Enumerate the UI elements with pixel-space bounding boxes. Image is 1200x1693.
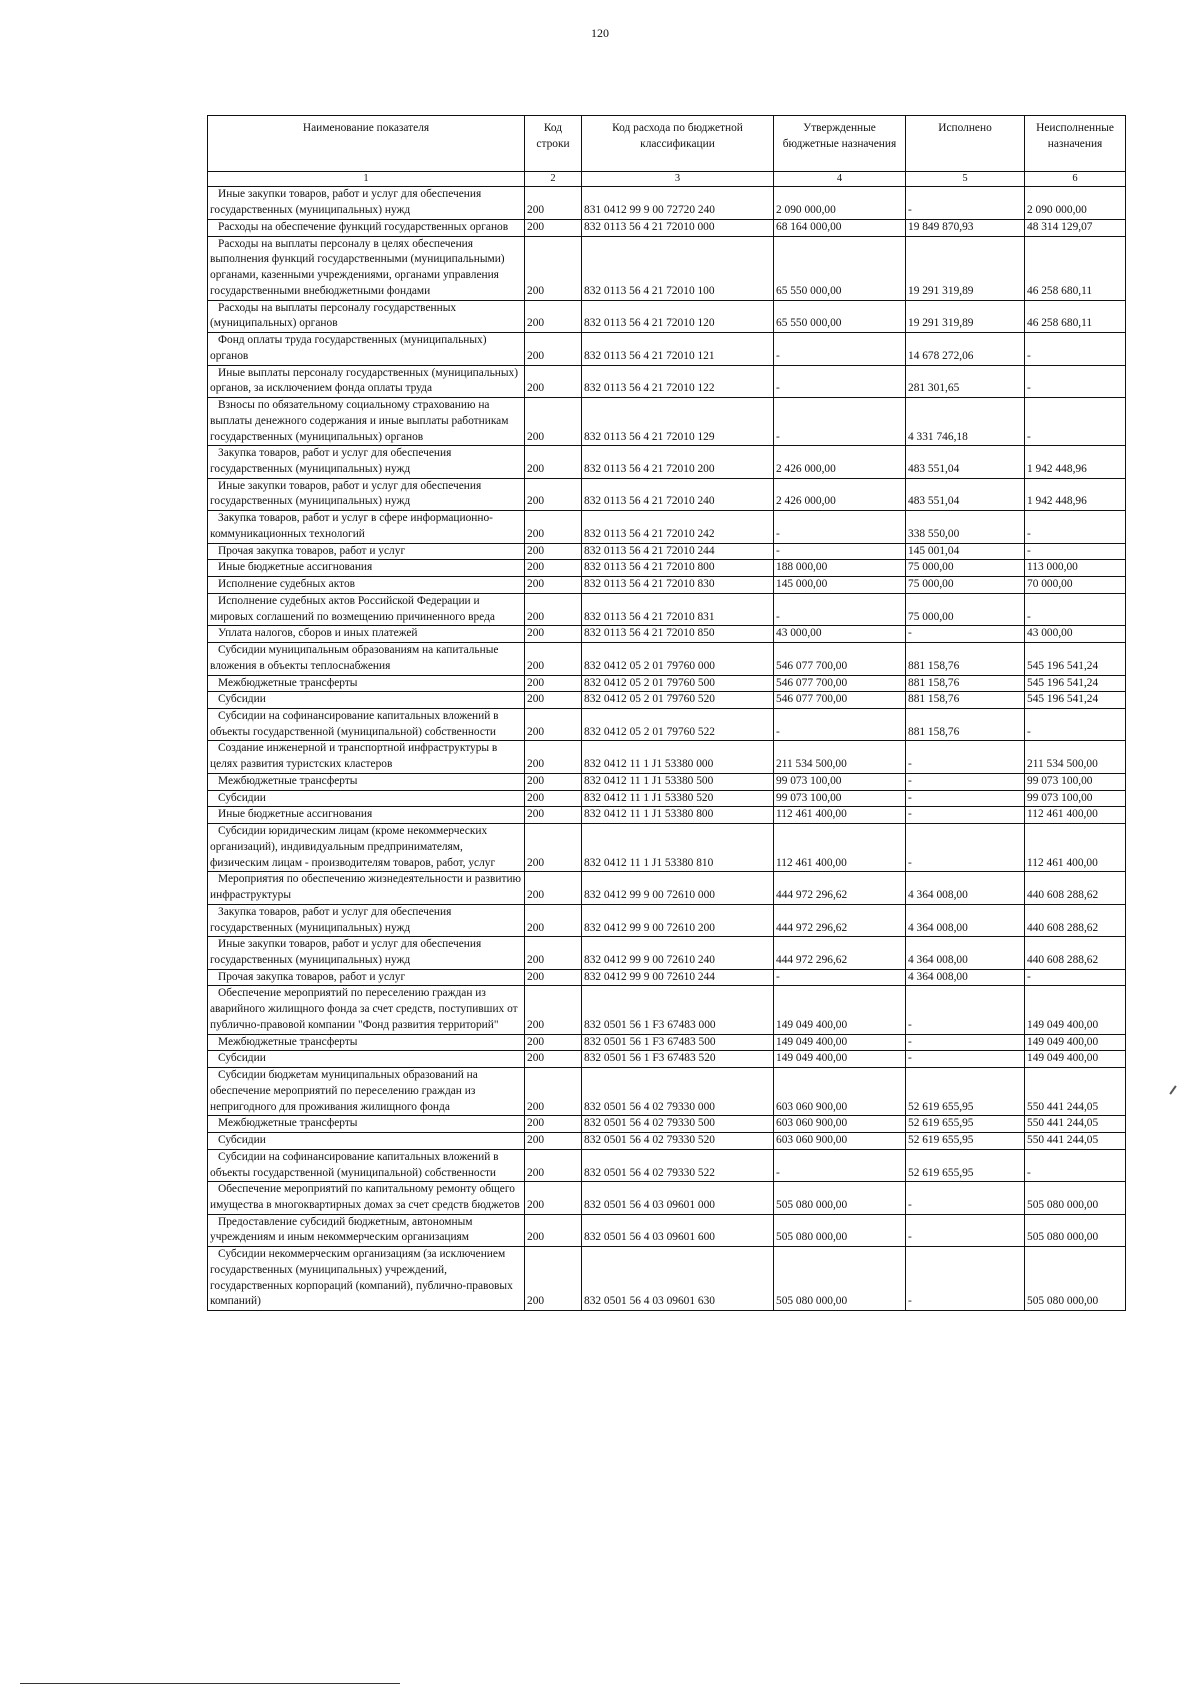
- row-budget-code: 832 0412 05 2 01 79760 000: [582, 643, 774, 675]
- row-budget-code: 832 0113 56 4 21 72010 122: [582, 365, 774, 397]
- row-approved: 149 049 400,00: [774, 1051, 906, 1068]
- row-budget-code: 832 0113 56 4 21 72010 850: [582, 626, 774, 643]
- row-line-code: 200: [525, 593, 582, 625]
- row-executed: 14 678 272,06: [906, 333, 1025, 365]
- table-row: [208, 478, 1126, 510]
- row-name: Исполнение судебных актов Российской Федерации и мировых соглашений по возмещению причиненного вреда: [208, 593, 525, 625]
- table-row: [208, 807, 1126, 824]
- row-line-code: 200: [525, 543, 582, 560]
- row-approved: 505 080 000,00: [774, 1247, 906, 1311]
- row-line-code: 200: [525, 773, 582, 790]
- row-executed: 881 158,76: [906, 692, 1025, 709]
- row-line-code: 200: [525, 1214, 582, 1246]
- table-row: [208, 1149, 1126, 1181]
- column-number: 2: [525, 172, 582, 187]
- row-executed: 75 000,00: [906, 560, 1025, 577]
- table-row: [208, 593, 1126, 625]
- row-approved: 112 461 400,00: [774, 824, 906, 872]
- row-budget-code: 832 0501 56 4 02 79330 000: [582, 1068, 774, 1116]
- row-line-code: 200: [525, 986, 582, 1034]
- table-row: [208, 626, 1126, 643]
- row-name: Субсидии на софинансирование капитальных вложений в объекты государственной (муниципальной) собственности: [208, 708, 525, 740]
- row-line-code: 200: [525, 1068, 582, 1116]
- row-executed: 881 158,76: [906, 708, 1025, 740]
- row-unexecuted: 550 441 244,05: [1025, 1116, 1126, 1133]
- row-name: Иные выплаты персоналу государственных (муниципальных) органов, за исключением фонда оплаты труда: [208, 365, 525, 397]
- row-executed: 4 364 008,00: [906, 904, 1025, 936]
- row-approved: 99 073 100,00: [774, 790, 906, 807]
- row-unexecuted: 46 258 680,11: [1025, 300, 1126, 332]
- row-budget-code: 832 0412 11 1 J1 53380 500: [582, 773, 774, 790]
- row-approved: 149 049 400,00: [774, 1034, 906, 1051]
- row-executed: 281 301,65: [906, 365, 1025, 397]
- row-name: Субсидии: [208, 692, 525, 709]
- row-budget-code: 832 0501 56 4 03 09601 000: [582, 1182, 774, 1214]
- row-line-code: 200: [525, 1182, 582, 1214]
- row-name: Обеспечение мероприятий по переселению граждан из аварийного жилищного фонда за счет средств, поступивших от публично-правовой компании "Фонд развития территорий": [208, 986, 525, 1034]
- table-row: [208, 790, 1126, 807]
- row-unexecuted: 99 073 100,00: [1025, 773, 1126, 790]
- row-executed: 483 551,04: [906, 478, 1025, 510]
- table-row: [208, 1051, 1126, 1068]
- row-name: Субсидии некоммерческим организациям (за исключением государственных (муниципальных) учреждений, государственных корпораций (компаний), публично-правовых компаний): [208, 1247, 525, 1311]
- scan-mark: [1169, 1085, 1176, 1094]
- row-unexecuted: 550 441 244,05: [1025, 1133, 1126, 1150]
- row-line-code: 200: [525, 300, 582, 332]
- row-approved: -: [774, 1149, 906, 1181]
- row-budget-code: 832 0501 56 4 02 79330 500: [582, 1116, 774, 1133]
- row-name: Предоставление субсидий бюджетным, автономным учреждениям и иным некоммерческим организациям: [208, 1214, 525, 1246]
- row-name: Субсидии юридическим лицам (кроме некоммерческих организаций), индивидуальным предпринимателям, физическим лицам - производителям товаров, работ, услуг: [208, 824, 525, 872]
- table-body: [208, 187, 1126, 1311]
- table-row: [208, 675, 1126, 692]
- table-row: [208, 577, 1126, 594]
- row-unexecuted: 43 000,00: [1025, 626, 1126, 643]
- row-unexecuted: -: [1025, 398, 1126, 446]
- table-row: [208, 1068, 1126, 1116]
- row-executed: 881 158,76: [906, 675, 1025, 692]
- row-name: Расходы на обеспечение функций государственных органов: [208, 219, 525, 236]
- row-executed: 4 364 008,00: [906, 937, 1025, 969]
- row-unexecuted: 550 441 244,05: [1025, 1068, 1126, 1116]
- row-line-code: 200: [525, 1034, 582, 1051]
- table-row: [208, 300, 1126, 332]
- table-row: [208, 741, 1126, 773]
- row-budget-code: 832 0113 56 4 21 72010 240: [582, 478, 774, 510]
- row-unexecuted: 505 080 000,00: [1025, 1214, 1126, 1246]
- row-approved: -: [774, 511, 906, 543]
- row-name: Расходы на выплаты персоналу в целях обеспечения выполнения функций государственными (муниципальными) органами, казенными учреждениями, органами управления государственными внебюджетными фондами: [208, 236, 525, 300]
- row-line-code: 200: [525, 187, 582, 219]
- row-budget-code: 832 0501 56 4 02 79330 522: [582, 1149, 774, 1181]
- header-unexecuted: Неисполненные назначения: [1025, 116, 1126, 172]
- row-budget-code: 832 0501 56 4 03 09601 630: [582, 1247, 774, 1311]
- row-line-code: 200: [525, 708, 582, 740]
- row-approved: 149 049 400,00: [774, 986, 906, 1034]
- row-name: Иные закупки товаров, работ и услуг для обеспечения государственных (муниципальных) нужд: [208, 937, 525, 969]
- row-name: Закупка товаров, работ и услуг в сфере информационно-коммуникационных технологий: [208, 511, 525, 543]
- row-budget-code: 832 0113 56 4 21 72010 244: [582, 543, 774, 560]
- header-approved: Утвержденные бюджетные назначения: [774, 116, 906, 172]
- row-approved: 444 972 296,62: [774, 872, 906, 904]
- row-name: Субсидии: [208, 1051, 525, 1068]
- row-budget-code: 832 0501 56 4 03 09601 600: [582, 1214, 774, 1246]
- row-approved: -: [774, 593, 906, 625]
- row-name: Закупка товаров, работ и услуг для обеспечения государственных (муниципальных) нужд: [208, 904, 525, 936]
- row-executed: 4 364 008,00: [906, 872, 1025, 904]
- row-approved: 603 060 900,00: [774, 1068, 906, 1116]
- row-line-code: 200: [525, 969, 582, 986]
- row-unexecuted: 2 090 000,00: [1025, 187, 1126, 219]
- row-executed: -: [906, 1182, 1025, 1214]
- row-executed: -: [906, 1214, 1025, 1246]
- row-approved: -: [774, 333, 906, 365]
- header-budget-code: Код расхода по бюджетной классификации: [582, 116, 774, 172]
- row-unexecuted: 112 461 400,00: [1025, 807, 1126, 824]
- row-executed: 4 364 008,00: [906, 969, 1025, 986]
- row-name: Взносы по обязательному социальному страхованию на выплаты денежного содержания и иные выплаты работникам государственных (муниципальных) органов: [208, 398, 525, 446]
- row-name: Обеспечение мероприятий по капитальному ремонту общего имущества в многоквартирных домах за счет средств бюджетов: [208, 1182, 525, 1214]
- row-budget-code: 832 0501 56 4 02 79330 520: [582, 1133, 774, 1150]
- row-name: Межбюджетные трансферты: [208, 773, 525, 790]
- row-line-code: 200: [525, 1247, 582, 1311]
- row-unexecuted: 113 000,00: [1025, 560, 1126, 577]
- row-approved: -: [774, 543, 906, 560]
- row-executed: -: [906, 807, 1025, 824]
- column-number: 4: [774, 172, 906, 187]
- row-budget-code: 832 0113 56 4 21 72010 200: [582, 446, 774, 478]
- table-row: [208, 1116, 1126, 1133]
- row-unexecuted: -: [1025, 593, 1126, 625]
- row-name: Закупка товаров, работ и услуг для обеспечения государственных (муниципальных) нужд: [208, 446, 525, 478]
- row-approved: -: [774, 398, 906, 446]
- table-row: [208, 543, 1126, 560]
- row-unexecuted: 48 314 129,07: [1025, 219, 1126, 236]
- row-unexecuted: 70 000,00: [1025, 577, 1126, 594]
- header-executed: Исполнено: [906, 116, 1025, 172]
- row-line-code: 200: [525, 1051, 582, 1068]
- row-budget-code: 832 0412 05 2 01 79760 500: [582, 675, 774, 692]
- header-row: [208, 116, 1126, 172]
- budget-execution-table: [207, 115, 1126, 1311]
- row-budget-code: 832 0113 56 4 21 72010 000: [582, 219, 774, 236]
- table-row: [208, 969, 1126, 986]
- row-unexecuted: 440 608 288,62: [1025, 872, 1126, 904]
- row-line-code: 200: [525, 692, 582, 709]
- row-approved: 2 426 000,00: [774, 478, 906, 510]
- row-budget-code: 832 0412 11 1 J1 53380 520: [582, 790, 774, 807]
- row-line-code: 200: [525, 219, 582, 236]
- row-budget-code: 832 0113 56 4 21 72010 800: [582, 560, 774, 577]
- row-approved: 65 550 000,00: [774, 300, 906, 332]
- row-approved: 2 090 000,00: [774, 187, 906, 219]
- row-unexecuted: 1 942 448,96: [1025, 446, 1126, 478]
- row-unexecuted: -: [1025, 969, 1126, 986]
- row-budget-code: 832 0113 56 4 21 72010 120: [582, 300, 774, 332]
- row-budget-code: 832 0412 11 1 J1 53380 000: [582, 741, 774, 773]
- row-unexecuted: 149 049 400,00: [1025, 986, 1126, 1034]
- row-budget-code: 832 0113 56 4 21 72010 129: [582, 398, 774, 446]
- row-budget-code: 832 0412 99 9 00 72610 244: [582, 969, 774, 986]
- row-line-code: 200: [525, 478, 582, 510]
- row-name: Межбюджетные трансферты: [208, 1116, 525, 1133]
- row-line-code: 200: [525, 1116, 582, 1133]
- row-approved: 99 073 100,00: [774, 773, 906, 790]
- row-unexecuted: 99 073 100,00: [1025, 790, 1126, 807]
- row-unexecuted: -: [1025, 365, 1126, 397]
- row-executed: -: [906, 824, 1025, 872]
- row-line-code: 200: [525, 824, 582, 872]
- row-budget-code: 832 0501 56 1 F3 67483 520: [582, 1051, 774, 1068]
- table-row: [208, 398, 1126, 446]
- table-row: [208, 1214, 1126, 1246]
- row-unexecuted: -: [1025, 511, 1126, 543]
- row-name: Субсидии муниципальным образованиям на капитальные вложения в объекты теплоснабжения: [208, 643, 525, 675]
- row-unexecuted: 545 196 541,24: [1025, 692, 1126, 709]
- row-unexecuted: 505 080 000,00: [1025, 1247, 1126, 1311]
- row-line-code: 200: [525, 937, 582, 969]
- column-number: 1: [208, 172, 525, 187]
- row-approved: 65 550 000,00: [774, 236, 906, 300]
- row-line-code: 200: [525, 446, 582, 478]
- row-line-code: 200: [525, 807, 582, 824]
- row-executed: 75 000,00: [906, 577, 1025, 594]
- row-budget-code: 832 0412 99 9 00 72610 000: [582, 872, 774, 904]
- row-unexecuted: 211 534 500,00: [1025, 741, 1126, 773]
- row-executed: -: [906, 986, 1025, 1034]
- header-indicator-name: Наименование показателя: [208, 116, 525, 172]
- row-budget-code: 832 0113 56 4 21 72010 831: [582, 593, 774, 625]
- row-executed: 145 001,04: [906, 543, 1025, 560]
- table-row: [208, 692, 1126, 709]
- row-line-code: 200: [525, 577, 582, 594]
- row-executed: -: [906, 1034, 1025, 1051]
- row-unexecuted: 505 080 000,00: [1025, 1182, 1126, 1214]
- row-approved: 603 060 900,00: [774, 1116, 906, 1133]
- row-executed: -: [906, 1051, 1025, 1068]
- row-approved: 546 077 700,00: [774, 675, 906, 692]
- table-row: [208, 365, 1126, 397]
- row-budget-code: 832 0412 99 9 00 72610 240: [582, 937, 774, 969]
- row-approved: 546 077 700,00: [774, 643, 906, 675]
- row-executed: 52 619 655,95: [906, 1133, 1025, 1150]
- table-row: [208, 937, 1126, 969]
- row-name: Субсидии бюджетам муниципальных образований на обеспечение мероприятий по переселению граждан из непригодного для проживания жилищного фонда: [208, 1068, 525, 1116]
- table-row: [208, 511, 1126, 543]
- row-budget-code: 831 0412 99 9 00 72720 240: [582, 187, 774, 219]
- row-line-code: 200: [525, 790, 582, 807]
- row-unexecuted: 440 608 288,62: [1025, 937, 1126, 969]
- row-budget-code: 832 0501 56 1 F3 67483 500: [582, 1034, 774, 1051]
- header-line-code: Код строки: [525, 116, 582, 172]
- table-row: [208, 1182, 1126, 1214]
- row-unexecuted: -: [1025, 708, 1126, 740]
- row-unexecuted: 545 196 541,24: [1025, 675, 1126, 692]
- row-line-code: 200: [525, 904, 582, 936]
- row-executed: 19 291 319,89: [906, 300, 1025, 332]
- row-line-code: 200: [525, 1149, 582, 1181]
- row-unexecuted: 149 049 400,00: [1025, 1051, 1126, 1068]
- row-executed: 19 849 870,93: [906, 219, 1025, 236]
- row-budget-code: 832 0113 56 4 21 72010 121: [582, 333, 774, 365]
- row-executed: 881 158,76: [906, 643, 1025, 675]
- row-name: Мероприятия по обеспечению жизнедеятельности и развитию инфраструктуры: [208, 872, 525, 904]
- footer-rule: [20, 1683, 400, 1684]
- row-executed: 483 551,04: [906, 446, 1025, 478]
- row-executed: 4 331 746,18: [906, 398, 1025, 446]
- table-row: [208, 560, 1126, 577]
- row-name: Субсидии на софинансирование капитальных вложений в объекты государственной (муниципальной) собственности: [208, 1149, 525, 1181]
- table-row: [208, 643, 1126, 675]
- row-executed: -: [906, 626, 1025, 643]
- row-approved: 505 080 000,00: [774, 1182, 906, 1214]
- row-name: Межбюджетные трансферты: [208, 1034, 525, 1051]
- row-budget-code: 832 0113 56 4 21 72010 242: [582, 511, 774, 543]
- row-line-code: 200: [525, 643, 582, 675]
- row-executed: 52 619 655,95: [906, 1116, 1025, 1133]
- row-executed: 52 619 655,95: [906, 1068, 1025, 1116]
- row-name: Исполнение судебных актов: [208, 577, 525, 594]
- row-executed: 19 291 319,89: [906, 236, 1025, 300]
- row-line-code: 200: [525, 333, 582, 365]
- row-approved: 505 080 000,00: [774, 1214, 906, 1246]
- row-name: Расходы на выплаты персоналу государственных (муниципальных) органов: [208, 300, 525, 332]
- row-name: Уплата налогов, сборов и иных платежей: [208, 626, 525, 643]
- row-line-code: 200: [525, 398, 582, 446]
- table-row: [208, 219, 1126, 236]
- row-approved: -: [774, 365, 906, 397]
- row-line-code: 200: [525, 365, 582, 397]
- row-approved: 43 000,00: [774, 626, 906, 643]
- table-row: [208, 773, 1126, 790]
- row-approved: 444 972 296,62: [774, 904, 906, 936]
- row-unexecuted: -: [1025, 543, 1126, 560]
- table-row: [208, 904, 1126, 936]
- table-row: [208, 236, 1126, 300]
- table-row: [208, 446, 1126, 478]
- row-unexecuted: -: [1025, 1149, 1126, 1181]
- table-row: [208, 986, 1126, 1034]
- table-row: [208, 708, 1126, 740]
- row-budget-code: 832 0412 99 9 00 72610 200: [582, 904, 774, 936]
- row-approved: 603 060 900,00: [774, 1133, 906, 1150]
- row-line-code: 200: [525, 236, 582, 300]
- row-budget-code: 832 0113 56 4 21 72010 830: [582, 577, 774, 594]
- row-executed: 338 550,00: [906, 511, 1025, 543]
- row-executed: -: [906, 1247, 1025, 1311]
- row-budget-code: 832 0412 05 2 01 79760 520: [582, 692, 774, 709]
- row-line-code: 200: [525, 741, 582, 773]
- row-name: Создание инженерной и транспортной инфраструктуры в целях развития туристских кластеров: [208, 741, 525, 773]
- row-executed: 75 000,00: [906, 593, 1025, 625]
- row-line-code: 200: [525, 511, 582, 543]
- row-approved: 145 000,00: [774, 577, 906, 594]
- row-executed: -: [906, 741, 1025, 773]
- row-budget-code: 832 0501 56 1 F3 67483 000: [582, 986, 774, 1034]
- row-unexecuted: 545 196 541,24: [1025, 643, 1126, 675]
- row-line-code: 200: [525, 872, 582, 904]
- row-unexecuted: 46 258 680,11: [1025, 236, 1126, 300]
- row-name: Прочая закупка товаров, работ и услуг: [208, 543, 525, 560]
- row-executed: -: [906, 187, 1025, 219]
- row-unexecuted: 1 942 448,96: [1025, 478, 1126, 510]
- page-number: 120: [591, 26, 609, 40]
- column-number: 5: [906, 172, 1025, 187]
- row-name: Иные закупки товаров, работ и услуг для обеспечения государственных (муниципальных) нужд: [208, 478, 525, 510]
- row-executed: -: [906, 790, 1025, 807]
- row-budget-code: 832 0412 11 1 J1 53380 810: [582, 824, 774, 872]
- row-unexecuted: 149 049 400,00: [1025, 1034, 1126, 1051]
- row-name: Субсидии: [208, 790, 525, 807]
- row-name: Фонд оплаты труда государственных (муниципальных) органов: [208, 333, 525, 365]
- row-budget-code: 832 0113 56 4 21 72010 100: [582, 236, 774, 300]
- row-approved: -: [774, 708, 906, 740]
- table-row: [208, 1133, 1126, 1150]
- table-row: [208, 333, 1126, 365]
- row-approved: 112 461 400,00: [774, 807, 906, 824]
- row-unexecuted: 440 608 288,62: [1025, 904, 1126, 936]
- row-line-code: 200: [525, 1133, 582, 1150]
- row-name: Иные бюджетные ассигнования: [208, 560, 525, 577]
- row-approved: 546 077 700,00: [774, 692, 906, 709]
- row-line-code: 200: [525, 675, 582, 692]
- row-budget-code: 832 0412 05 2 01 79760 522: [582, 708, 774, 740]
- row-name: Прочая закупка товаров, работ и услуг: [208, 969, 525, 986]
- row-approved: 444 972 296,62: [774, 937, 906, 969]
- row-executed: -: [906, 773, 1025, 790]
- table-row: [208, 1034, 1126, 1051]
- row-executed: 52 619 655,95: [906, 1149, 1025, 1181]
- column-number: 3: [582, 172, 774, 187]
- row-approved: 211 534 500,00: [774, 741, 906, 773]
- row-name: Субсидии: [208, 1133, 525, 1150]
- row-unexecuted: 112 461 400,00: [1025, 824, 1126, 872]
- table-row: [208, 872, 1126, 904]
- row-approved: -: [774, 969, 906, 986]
- table-row: [208, 1247, 1126, 1311]
- row-name: Иные бюджетные ассигнования: [208, 807, 525, 824]
- row-approved: 68 164 000,00: [774, 219, 906, 236]
- row-budget-code: 832 0412 11 1 J1 53380 800: [582, 807, 774, 824]
- column-number-row: [208, 172, 1126, 187]
- row-name: Межбюджетные трансферты: [208, 675, 525, 692]
- row-name: Иные закупки товаров, работ и услуг для обеспечения государственных (муниципальных) нужд: [208, 187, 525, 219]
- table-row: [208, 187, 1126, 219]
- table-row: [208, 824, 1126, 872]
- row-unexecuted: -: [1025, 333, 1126, 365]
- row-approved: 188 000,00: [774, 560, 906, 577]
- row-line-code: 200: [525, 626, 582, 643]
- row-approved: 2 426 000,00: [774, 446, 906, 478]
- column-number: 6: [1025, 172, 1126, 187]
- row-line-code: 200: [525, 560, 582, 577]
